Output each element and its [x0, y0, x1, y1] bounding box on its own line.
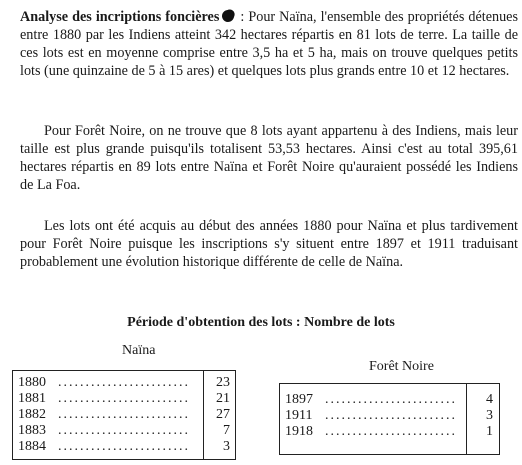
year-cell: 1880 — [18, 375, 46, 390]
dot-leader: ........................ — [58, 407, 190, 422]
foret-noire-heading: Forêt Noire — [369, 359, 434, 374]
year-cell: 1883 — [18, 423, 46, 438]
dot-leader: ........................ — [325, 392, 457, 407]
count-cell: 3 — [223, 439, 230, 454]
count-cell: 3 — [486, 408, 493, 423]
foret-noire-table — [279, 383, 500, 455]
dot-leader: ........................ — [58, 391, 190, 406]
paragraph-2: Pour Forêt Noire, on ne trouve que 8 lots ayant appartenu à des Indiens, mais leur taille est plus grande puisqu'ils totalisent 53,53 hectares. Ainsi c'est au total 395,61 hectares répartis en 89 lots entre Naïna et Forêt Noire qu'auraient possédé les Indiens de La Foa. — [20, 123, 518, 193]
count-cell: 1 — [486, 424, 493, 439]
dot-leader: ........................ — [325, 424, 457, 439]
table-row — [285, 424, 499, 440]
table-row — [285, 392, 499, 408]
table-row — [285, 408, 499, 424]
table-row — [18, 407, 235, 423]
analysis-label: Analyse des incriptions foncières — [20, 9, 220, 25]
paragraph-3: Les lots ont été acquis au début des années 1880 pour Naïna et plus tardivement pour Forêt Noire puisque les inscriptions s'y situent entre 1897 et 1911 traduisant probablement une évolution historique différente de celle de Naïna. — [20, 218, 518, 270]
count-cell: 4 — [486, 392, 493, 407]
naina-heading: Naïna — [122, 343, 156, 358]
dot-leader: ........................ — [58, 423, 190, 438]
dot-leader: ........................ — [58, 439, 190, 454]
year-cell: 1918 — [285, 424, 313, 439]
year-cell: 1882 — [18, 407, 46, 422]
count-cell: 27 — [216, 407, 230, 422]
table-row — [18, 423, 235, 439]
ink-blot-icon — [221, 9, 236, 24]
year-cell: 1881 — [18, 391, 46, 406]
table-row — [18, 439, 235, 455]
table-title: Période d'obtention des lots : Nombre de lots — [127, 315, 395, 330]
naina-table — [12, 370, 236, 460]
paragraph-1 — [20, 8, 518, 80]
year-cell: 1884 — [18, 439, 46, 454]
table-row — [18, 391, 235, 407]
count-cell: 23 — [216, 375, 230, 390]
count-cell: 7 — [223, 423, 230, 438]
year-cell: 1897 — [285, 392, 313, 407]
year-cell: 1911 — [285, 408, 313, 423]
dot-leader: ........................ — [325, 408, 457, 423]
paragraph-1-text: : Pour Naïna, l'ensemble des propriétés détenues entre 1880 par les Indiens atteint 342 hectares répartis en 81 lots de terre. La taille de ces lots est en moyenne comprise entre 3,5 ha et 5 ha, mais on trouve quelques petits lots (une quinzaine de 5 à 15 ares) et quelques lots plus grands entre 10 et 12 hectares. — [20, 9, 518, 79]
table-row — [18, 375, 235, 391]
count-cell: 21 — [216, 391, 230, 406]
dot-leader: ........................ — [58, 375, 190, 390]
